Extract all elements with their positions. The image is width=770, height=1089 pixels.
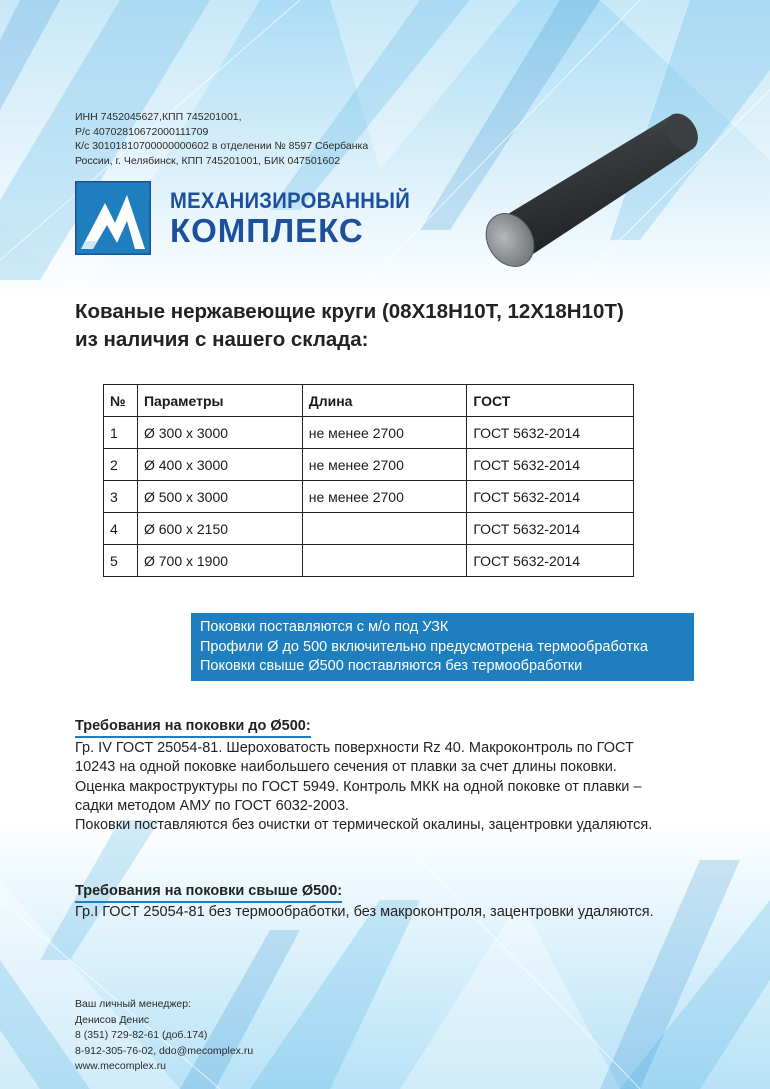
table-cell: не менее 2700: [302, 417, 467, 449]
requirement-line: садки методом АМУ по ГОСТ 6032-2003.: [75, 797, 350, 814]
manager-phone: 8 (351) 729-82-61 (доб.174): [75, 1029, 208, 1041]
table-cell: Ø 500 х 3000: [137, 481, 302, 513]
requirements-heading-over-500: Требования на поковки свыше Ø500:: [75, 883, 342, 903]
bank-line: России, г. Челябинск, КПП 745201001, БИК 047501602: [75, 154, 341, 167]
table-header-row: [104, 385, 634, 417]
table-cell: 1: [104, 417, 138, 449]
table-cell: не менее 2700: [302, 481, 467, 513]
table-row: [104, 513, 634, 545]
manager-contacts: [75, 997, 253, 1075]
brand-line-1: МЕХАНИЗИРОВАННЫЙ: [170, 188, 411, 213]
title-line-2: из наличия с нашего склада:: [75, 328, 369, 351]
table-cell: 2: [104, 449, 138, 481]
brand-name: [170, 188, 431, 250]
table-row: [104, 449, 634, 481]
manager-mobile-email[interactable]: 8-912-305-76-02, ddo@mecomplex.ru: [75, 1044, 254, 1057]
table-row: [104, 545, 634, 577]
forged-bar-image: [480, 108, 700, 268]
table-cell: ГОСТ 5632-2014: [467, 449, 634, 481]
table-cell: Ø 700 х 1900: [137, 545, 302, 577]
manager-label: Ваш личный менеджер:: [75, 998, 191, 1010]
page-title: [75, 298, 735, 354]
brand-line-2: КОМПЛЕКС: [170, 212, 364, 249]
requirement-line: Гр. IV ГОСТ 25054-81. Шероховатость поверхности Rz 40. Макроконтроль по ГОСТ: [75, 740, 634, 756]
table-cell: Ø 400 х 3000: [137, 449, 302, 481]
website-link[interactable]: www.mecomplex.ru: [75, 1060, 167, 1072]
table-cell: 3: [104, 481, 138, 513]
column-header: Длина: [302, 385, 467, 417]
requirement-line: Гр.I ГОСТ 25054-81 без термообработки, без макроконтроля, зацентровки удаляются.: [75, 904, 654, 920]
note-line: Поковки поставляются с м/о под УЗК: [200, 619, 449, 635]
table-cell: не менее 2700: [302, 449, 467, 481]
requirements-heading-upto-500: Требования на поковки до Ø500:: [75, 718, 311, 738]
requirement-line: Поковки поставляются без очистки от термической окалины, зацентровки удаляются.: [75, 817, 653, 834]
manager-name: Денисов Денис: [75, 1013, 150, 1026]
bank-details: [75, 110, 368, 168]
table-cell: Ø 600 х 2150: [137, 513, 302, 545]
note-line: Профили Ø до 500 включительно предусмотрена термообработка: [200, 638, 648, 655]
bank-line: Р/с 40702810672000111709: [75, 125, 209, 138]
table-cell: [302, 545, 467, 577]
table-cell: 4: [104, 513, 138, 545]
table-cell: ГОСТ 5632-2014: [467, 417, 634, 449]
bank-line: ИНН 7452045627,КПП 745201001,: [75, 111, 242, 123]
bank-line: К/с 30101810700000000602 в отделении № 8597 Сбербанка: [75, 140, 369, 152]
table-cell: ГОСТ 5632-2014: [467, 513, 634, 545]
requirements-text-over-500: [75, 903, 654, 922]
table-cell: ГОСТ 5632-2014: [467, 481, 634, 513]
table-row: [104, 417, 634, 449]
table-cell: 5: [104, 545, 138, 577]
title-line-1: Кованые нержавеющие круги (08Х18Н10Т, 12Х18Н10Т): [75, 300, 624, 323]
table-cell: ГОСТ 5632-2014: [467, 545, 634, 577]
requirement-line: Оценка макроструктуры по ГОСТ 5949. Контроль МКК на одной поковке от плавки –: [75, 778, 642, 795]
column-header: №: [104, 385, 138, 417]
products-table: [103, 384, 634, 577]
company-logo-icon: [75, 181, 151, 255]
table-cell: Ø 300 х 3000: [137, 417, 302, 449]
table-cell: [302, 513, 467, 545]
table-row: [104, 481, 634, 513]
requirements-text-upto-500: [75, 739, 652, 835]
column-header: Параметры: [137, 385, 302, 417]
note-line: Поковки свыше Ø500 поставляются без термообработки: [200, 658, 583, 674]
requirement-line: 10243 на одной поковке наибольшего сечения от плавки за счет длины поковки.: [75, 759, 617, 776]
delivery-note-box: [191, 613, 694, 681]
column-header: ГОСТ: [467, 385, 634, 417]
